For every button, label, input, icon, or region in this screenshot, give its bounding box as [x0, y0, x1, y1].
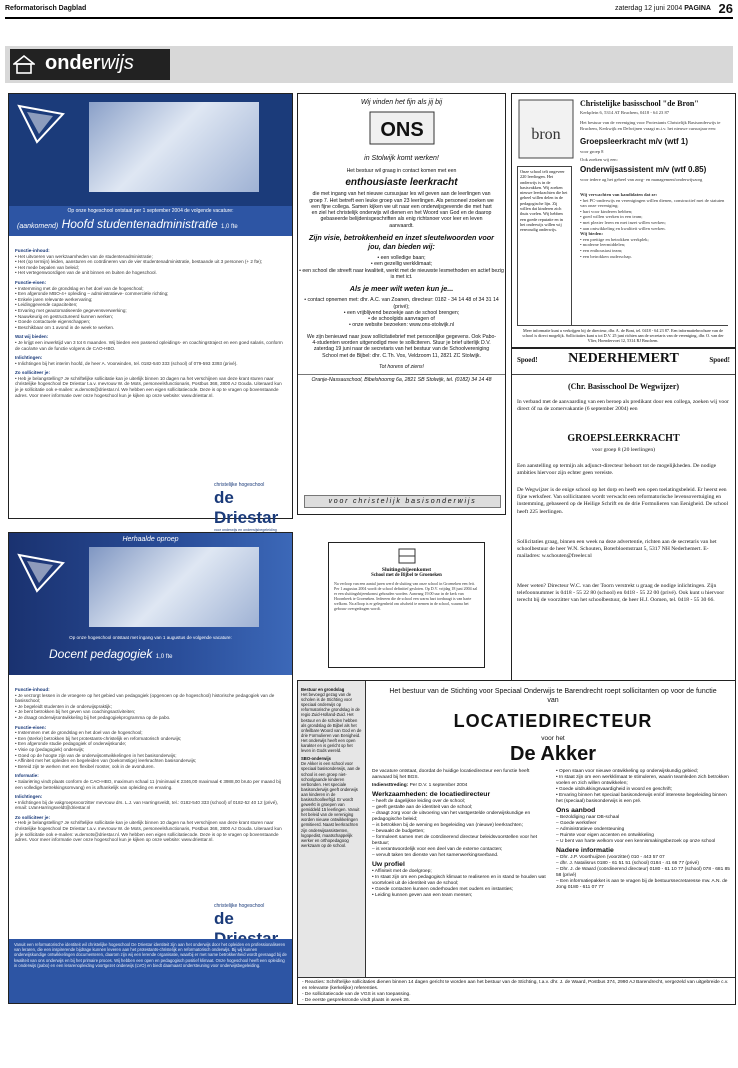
section-heading: Informatie:	[15, 773, 39, 779]
task-item: – is betrokken bij de werving en begeleiding van (nieuwe) leerkrachten;	[372, 823, 523, 828]
vacancy-text: De vacature ontstaat, doordat de huidige locatiedirecteur een functie heeft aanvaard bij het BGS.	[372, 769, 530, 780]
left-text: Het bevoegd gezag van de scholen is de Stichting voor speciaal onderwijs op reformatorische grondslag in de regio Zuid-Holland-Zuid. Het bestuur en de scholen hebben als grondslag de Bijbel als het onfeilbare Woord van God en de drie Formulieren van Eenigheid. Het onderwijs heeft een open karakter en is gericht op het leven in Gods wereld.	[301, 692, 362, 754]
driestar-logo: christelijke hogeschool de Driestar voor onderwijs en onderwijsbegeleiding	[214, 482, 279, 532]
task-item: – bewaakt de budgetten;	[372, 829, 425, 834]
task-item: – formuleert samen met de coördinerend directeur beleidsvoorstellen voor het bestuur;	[372, 835, 538, 846]
section-heading: Functie-eisen:	[15, 279, 47, 285]
profile-heading: Uw profiel	[372, 861, 405, 868]
contact-item: • contact opnemen met: dhr. A.C. van Zoanen, directeur: 0182 - 34 14 48 of 34 31 14 (privé);	[304, 297, 499, 310]
driestar-banner	[9, 94, 292, 206]
profile-item: • Goede uitdrukkingsvaardigheid in woord en geschrift;	[556, 787, 673, 792]
spoed-left: Spoed!	[517, 356, 538, 364]
paragraph-5: Meer weten? Directeur W.C. van der Toorn verstrekt u graag de nodige inlichtingen. Zijn telefoonnummer is 0418 - 55 22 80 (school) en 0418 - 55 22 00 (privé). Ook kunt u hiervoor terecht bij de voorzitter van het schoolbestuur, de heer H.J. Oomen, tel. 0418 - 55 30 66.	[517, 583, 725, 604]
nederhemert-ad	[511, 348, 736, 685]
headline: LOCATIEDIRECTEUR	[453, 711, 653, 731]
section-heading: Functie-inhoud:	[15, 687, 50, 692]
section-line: • Je verzorgt lessen in de vroegere op het gebied van pedagogiek (opgenoen op de hogeschool) historische pedagogiek van de basisschool;	[15, 692, 275, 704]
driestar-ad-top	[8, 93, 293, 532]
bottom-margin	[5, 1018, 733, 1028]
section-heading: Inlichtingen:	[15, 794, 43, 800]
section-line: • Je bent betrokken bij het geven van coachingsactiviteiten;	[15, 709, 136, 715]
akker-ad	[297, 680, 736, 1005]
closing-ceremony-ad	[328, 542, 485, 668]
requirement-item: • aan ontwikkeling en kwaliteit willen werken.	[580, 225, 666, 231]
section-heading: Zo solliciteer je:	[15, 370, 50, 376]
stolwijk-ad	[297, 93, 506, 515]
vacancy-title-bar	[9, 206, 292, 236]
driestar-logo-2: christelijke hogeschool de	[214, 903, 265, 928]
school-address: Oranje-Nassauschool, Bibelshoorng 6a, 2821 SB Stolwijk, tel. (0182) 34 14 48	[298, 374, 505, 383]
vacancy-title-2: Docent pedagogiek 1,0 fte	[49, 647, 173, 661]
section-line: • Inlichtingen bij het interim hoofd, de heer A. Voorwinden, tel. 0182-540 333 (school) of 079-593 3393 (privé).	[15, 360, 238, 366]
section-heading: Wat wij bieden:	[15, 334, 49, 340]
notice-subtitle: School met de Bijbel te Groeneken	[371, 573, 442, 578]
section-line: • Je begeleidt studenten in de onderwijspraktijk;	[15, 703, 112, 709]
left-heading: Bestuur en grondslag	[301, 687, 345, 692]
info-item: – Dhr. J. de Waard (coördinerend directeur) 0180 - 61 10 77 (school) 078 - 681 85 58 (privé)	[556, 867, 730, 878]
offer-item: – U bent van harte welkom voor een kennismakingsbezoek op onze school	[556, 839, 716, 844]
vacancy-title: (aankomend) Hoofd studentenadministratie 1,0 fte	[17, 217, 238, 231]
notice-body: Na verloop van een aantal jaren werd de sluiting van onze school in Groeneken een feit. Per 1 augustus 2004 wordt de school definitief gesloten. Op D.V. vrijdag 18 juni 2004 zal er een sluitingsbijeenkomst gehouden worden. Aanvang 19.00 uur in de kerk van Hoornbeek te Groeneken. Iedereen die de school een warm hart toedraagt is van harte welkom. Na afloop is er gelegenheid om afscheid te nemen in de school, waarna het gebouw overgedragen wordt.	[334, 581, 478, 611]
requirement-item: • hart voor kinderen hebben;	[580, 208, 633, 214]
vacancy-details	[15, 244, 285, 398]
school-building-icon	[13, 54, 35, 74]
page-number: 26	[718, 1, 733, 16]
title-bar	[512, 349, 735, 375]
job2-sub: voor iedere ag het geheel van zorg- en management/onderwijszorg	[580, 177, 703, 182]
vacancy-intro: Op onze hogeschool ontstaat per 1 september 2004 de volgende vacature:	[67, 208, 234, 214]
task-item: – is verantwoordelijk voor een deel van de externe contacten;	[372, 847, 503, 852]
offer-item: • een betrokken ouderschap.	[580, 253, 632, 259]
banner-photo	[89, 102, 259, 192]
section-line: • Instemming met de grondslag en het doel van de hogeschool;	[15, 285, 144, 291]
requirements: Wij verwachten van kandidaten dat ze: • het PC-onderwijs en verenigingen willen dienen, constructief met de statuten van onze vereniging; • hart voor kinderen hebben; • goed willen werken in een team; • met plezier leren en met inzet willen werken; • aan ontwikkeling en kwaliteit willen werken. Wij bieden: • een prettige en betrokken werkplek; • moderne leermiddelen; • een enthousiast team; • een betrokken ouderschap.	[580, 192, 728, 259]
profile-item: • Leiding kunnen geven aan een team mensen;	[372, 893, 473, 898]
left-heading: SBO-onderwijs	[301, 756, 332, 762]
issue-date: zaterdag 12 juni 2004 PAGINA	[614, 5, 711, 12]
offer-list	[556, 815, 732, 845]
contact-item: • de schoolgids aanvragen of	[368, 316, 435, 323]
job-sub: voor groep 8 (20 leerlingen)	[591, 447, 656, 453]
info-item: – Dhr. J.P. Voorthuijzen (voorzitter) 010 - 443 57 07	[556, 855, 665, 860]
offer-item: • een gezellig werkklimaat;	[370, 261, 433, 268]
paragraph-3: De Wegwijzer is de enige school op het dorp en heeft een open toelatingsbeleid. Er heerst een fijne werksfeer. Van sollicitanten wordt verwacht een reformatorische levensovertuiging en instemming, gebaseerd op de Heilige Schrift en de drie Formulieren van Eenigheid. De school heeft 225 leerlingen.	[517, 487, 729, 515]
job-title: GROEPSLEERKRACHT	[567, 433, 680, 444]
section-title: onderwijs	[45, 52, 134, 74]
section-heading: Functie-eisen:	[15, 724, 47, 730]
section-line: • Een (sterke) betrokken bij het protestants-christelijk en reformatorisch onderwijs;	[15, 735, 182, 741]
intro: Het bestuur van de Stichting voor Speciaal Onderwijs te Barendrecht roept sollicitanten op voor de functie van	[389, 688, 717, 704]
page-header	[5, 2, 733, 18]
school-name: De Akker	[510, 743, 596, 765]
repeat-call: Herhaalde oproep	[122, 536, 179, 543]
reactions-footer	[298, 977, 735, 1004]
section-heading: Functie-inhoud:	[15, 248, 50, 253]
section-line: • Leidinggevende capaciteiten;	[15, 302, 78, 308]
profile-item: • Goede contacten kunnen onderhouden met ouders en instanties;	[372, 887, 514, 892]
svg-text:bron: bron	[531, 126, 561, 143]
driestar-logo-icon-2	[17, 553, 65, 593]
section-line: • Salariëring vindt plaats conform de CAO-HBO, maximum schaal 11 (minimaal € 2346,00 maximaal € 3988,00 bruto per maand bij een volledige betrekkingsomvang) en is afhankelijk van opleiding en ervaring.	[15, 778, 281, 790]
school-name: Christelijke basisschool "de Bron"	[580, 99, 699, 108]
header-rule	[5, 17, 733, 19]
closing: Tot horens of ziens!	[378, 363, 425, 370]
profile-list-cont	[556, 769, 732, 805]
offer-item: • een volledige baan;	[377, 255, 426, 262]
tasks-heading: Werkzaamheden: de locatiedirecteur	[372, 791, 491, 798]
offers-list	[298, 255, 505, 280]
offer-item: – Bezoldiging naar DB-schaal	[556, 815, 620, 820]
info-item: – Een informatiepakket is aan te vragen bij de bestuurssecretaresse mw. A.N. de Jong 0180 - 611 07 77	[556, 879, 728, 890]
notice-title: Sluitingsbijeenkomst	[381, 567, 432, 573]
bron-logo-icon	[518, 99, 574, 159]
offer-item: • een school die streeft naar kwaliteit, werkt met de nieuwste lesmethoden en actief bezig is met ict.	[299, 267, 504, 280]
contact-footer: Meer informatie kunt u verkrijgen bij de directeur, dhr. A. de Bont, tel. 0418 - 64 23 87. Een informatiebrochure van de school is direct mogelijk. Sollicitaties kunt u tot D.V. 25 juni richten aan de secretaris van de vereniging, dhr. O. van der Vlier, Hoendervoet 12, 5314 RJ Bruchem.	[518, 325, 728, 343]
vacancy-details-2	[15, 683, 285, 843]
paragraph-1: In verband met de aanvaarding van een beroep als predikant door een collega, zoeken wij voor direct óf na de zomervakantie (6 september 2004) een	[517, 399, 729, 413]
footer-tagline: voor christelijk basisonderwijs	[304, 495, 501, 508]
task-item: – draagt zorg voor de uitvoering van het vastgestelde onderwijskundige en pedagogische beleid;	[372, 811, 531, 822]
school-name: (Chr. Basisschool De Wegwijzer)	[567, 382, 680, 391]
task-item: – heeft de dagelijkse leiding over de school;	[372, 799, 466, 804]
reaction-item: - De sollicitatiecode van de VGS is van toepassing.	[302, 992, 411, 997]
question: Zijn visie, betrokkenheid en inzet sleutelwoorden voor jou, dan bieden wij:	[309, 233, 494, 252]
ons-logo-icon	[352, 108, 452, 150]
contact-item: • onze website bezoeken: www.ons-stolwijk.nl	[348, 322, 455, 329]
section-line: • Het (op termijn) leiden, aansturen en coördineren van de vier studentenadministratie, bestaande uit 3 personen (+ 2 fte);	[15, 259, 263, 265]
profile-list	[372, 869, 550, 899]
info-list	[556, 855, 732, 891]
board-info-column	[298, 681, 366, 977]
section-line: • Goede contactuele eigenschappen;	[15, 319, 91, 325]
headline: enthousiaste leerkracht	[345, 177, 458, 189]
requirement-item: • met plezier leren en met inzet willen werken;	[580, 219, 666, 225]
paragraph-4: Sollicitaties graag, binnen een week na deze advertentie, richten aan de secretaris van het schoolbestuur de heer W.N. Schouten, Boterbloemstraat 5, 5317 NH Nederhemert. E-mailadres: w.schouten@freeler.nl	[517, 539, 717, 560]
section-line: • Beschikbaar om 1 avond in de week te werken.	[15, 324, 115, 330]
profile-item: • Open staan voor nieuwe ontwikkeling op onderwijskundig gebied;	[556, 769, 698, 774]
debron-ad	[511, 93, 736, 348]
slogan: Wij vinden het fijn als jij bij	[360, 99, 443, 106]
info-heading: Nadere informatie	[556, 847, 614, 854]
section-line: • Een afgeronde MBO-4+ opleiding – administratieve- commerciële richting;	[15, 291, 169, 297]
driestar-logo-icon	[17, 104, 65, 144]
more-info-heading: Als je meer wilt weten kun je...	[349, 284, 454, 294]
svg-text:ONS: ONS	[379, 119, 424, 141]
job1-note: Ook zoeken wij een:	[580, 157, 618, 162]
requirement-item: • goed willen werken in een team;	[580, 214, 643, 220]
for-label: voor het	[541, 735, 565, 742]
info-item: – dhr. J. Natalisrus 0180 - 61 51 51 (school) 0184 - 41 66 77 (privé)	[556, 861, 699, 866]
task-item: – vervult taken ten dienste van het samenwerkingsverband.	[372, 853, 499, 858]
job-title-1: Groepsleerkracht m/v (wtf 1)	[580, 137, 689, 146]
driestar-ad-bottom	[8, 532, 293, 1004]
location-line: in Stolwijk komt werken!	[364, 155, 439, 162]
job-title-2: Onderwijsassistent m/v (wtf 0.85)	[580, 165, 707, 174]
school-address: Kerkplein 6, 5314 AT Bruchem, 0418 - 64 23 87	[580, 110, 670, 115]
requirement-item: • het PC-onderwijs en verenigingen willen dienen, constructief met de statuten van onze vereniging;	[580, 197, 725, 209]
section-heading: Inlichtingen:	[15, 355, 43, 361]
section-line: • Je krijgt een inwerktijd van 3 tot 6 maanden. Wij bieden een passend opleidings- en coachingstraject en een goed salaris, conform de cao/arte van de functie volgens de CAO-HBO.	[15, 339, 283, 351]
profile-item: • Affiniteit met de doelgroep;	[372, 869, 432, 874]
banner-photo-2	[89, 547, 259, 627]
village-name: NEDERHEMERT	[568, 351, 679, 366]
tasks-list	[372, 799, 550, 859]
offer-item: – Goede werksfeer	[556, 821, 597, 826]
right-column	[556, 769, 732, 891]
body: die met ingang van het nieuwe cursusjaar les wil geven aan de leerlingen van groep 7. Het betreft een leuke groep van 23 leerlingen. Als personeel zoeken we een fijne collega. Samen kijken we uit naar een onderwijsgevende die met hart en ziel het christelijk onderwijs wil dienen en het Woord van God en de daarop gebaseerde belijdenisgeschriften als enig richtsnoer voor leer en leven aanvaardt.	[309, 191, 494, 229]
offer-item: – Administratieve ondersteuning	[556, 827, 625, 832]
profile-item: • Ervaring binnen het speciaal basisonderwijs en/of interesse begeleiding binnen het (speciaal) basisonderwijs is een pré.	[556, 793, 727, 804]
vacancy-intro-2: Op onze hogeschool ontstaat met ingang van 1 augustus de volgende vacature:	[69, 635, 232, 640]
section-line: • Heb je belangstelling? Je schriftelijke sollicitatie kan je uiterlijk binnen 10 dagen na het verschijnen van deze krant sturen naar christelijke hogeschool De Driestar t.a.v. mevrouw W. de Mots, personeelsfunctionaris, Postbus 368, 2800 AJ Gouda. Uiteraard kun je je sollicitatie ook e-mailen: w.demots@driestar.nl. We hebben een eigen sollicitatiecode. Deze is op te vragen op bovenstaande adres. Voor meer informatie over onze hogeschool kun je kijken op onze website: www.driestar.nl.	[15, 820, 282, 843]
offer-item: • een enthousiast team;	[580, 247, 623, 253]
offer-item: – Ruimte voor eigen accenten en ontwikkeling	[556, 833, 654, 838]
reaction-item: - Reacties: Schriftelijke sollicitaties dienen binnen 14 dagen gericht te worden aan het bestuur van de Stichting, t.a.v. dhr. J. de Waard, Postbus 374, 2990 AJ Barendrecht, vergezeld van uitgebreide c.v. en relevante (kerkelijke) referenties.	[302, 980, 729, 991]
intro: Het bestuur wil graag in contact komen met een	[346, 168, 457, 174]
section-line: • Ervaring met geautomatiseerde gegevensverwerking;	[15, 307, 127, 313]
section-line: • Goed op de hoogte zijn van de onderwijsontwikkelingen in het basisonderwijs;	[15, 752, 177, 758]
paragraph-2: Een aanstelling op termijn als adjunct-directeur behoort tot de mogelijkheden. De nodige ambities hiervoor zijn echter geen vereiste.	[517, 463, 717, 477]
contact-item: • een vrijblijvend bezoekje aan de school brengen;	[343, 309, 460, 316]
section-line: • Een afgeronde studie pedagogiek of onderwijskunde;	[15, 741, 127, 747]
spoed-right: Spoed!	[709, 356, 730, 364]
section-line: • Affiniteit met het opleiden en begeleiden van (toekomstige) leerkrachten basisonderwijs;	[15, 758, 197, 764]
school-emblem-icon	[397, 547, 417, 565]
school-description: Onze school telt ongeveer 220 leerlingen. Het onderwijs is in de basisvakken. Wij zoeken nieuwe leerkrachten die het geheel willen delen in de pedagogische lijn. Zij willen dat kinderen zich thuis voelen. Wij hebben een goede reputatie en in het onderwijs willen wij eenvoudig onderwijs.	[517, 166, 572, 326]
outro: We zijn benieuwd naar jouw sollicitatiebrief met persoonlijke gegevens. Ook Pabo-4-studenten worden uitgenodigd mee te solliciteren. Stuur je brief uiterlijk D.V. zaterdag 19 juni naar de secretaris van het bestuur van de Schoolvereniging School met de Bijbel: dhr. C.Th. Vos, Veldzoom 11, 2821 ZC Stolwijk.	[306, 333, 497, 359]
section-heading: Zo solliciteer je:	[15, 814, 50, 820]
section-line: • Heb je belangstelling? Je schriftelijke sollicitatie kan je uiterlijk binnen 10 dagen na het verschijnen van deze krant sturen naar christelijke hogeschool De Driestar t.a.v. mevrouw W. de Mots, personeelsfunctionaris, Postbus 368, 2800 AJ Gouda. Uiteraard kun je je sollicitatie ook e-mailen: w.demots@driestar.nl. We hebben een eigen sollicitatiecode. Deze is op te vragen op bovenstaande adres. Voor meer informatie over onze hogeschool kun je kijken op onze website: www.driestar.nl.	[15, 375, 282, 398]
job1-sub: voor groep 8	[580, 149, 604, 154]
identity-footer: Vanuit een reformatorische identiteit wil christelijke hogeschool De Driestar identiteit zijn aan het onderwijs door het opleiden en professionaliseren van leraren, die een inspirerende bijdrage kunnen leveren aan het protestants-christelijk en reformatorisch onderwijs. Bij wij kunnen onderwijskundige ontwikkelingen documenteren, daarom zijn wij een lerende organisatie, waarbij er met name betrokkenheid wordt gevraagd bij de kwaliteit van ons onderwijs en bij het primaire proces. Wij hebben een open en pedagogisch positief klimaat. Onze hogeschool heeft een opleiding in onderwijs (pabo) en een lerarenopleiding voortgezet onderwijs (LVO) en biedt daarnaast ondersteuning voor onderwijsbegeleiding.	[9, 939, 292, 1003]
task-item: – geeft gestalte aan de identiteit van de school;	[372, 805, 473, 810]
left-text: De Akker is een school voor speciaal basisonderwijs, aan de school is een groep niet-schoolgaande kinderen verbonden. Het speciale basisonderwijs geeft onderwijs aan kinderen in de basisschoolleeftijd. Er wordt gewerkt in groepen van gemiddeld 15 leerlingen. Vanuit het beleid van de vereniging worden nieuwe ontwikkelingen geïnitieerd. Naast leerkrachten zijn onderwijsassistenten, logopedist, maatschappelijk werker en orthopedagoog werkzaam op de school.	[301, 761, 361, 848]
offer-item: • een prettige en betrokken werkplek;	[580, 236, 649, 242]
contact-list	[298, 297, 505, 328]
section-line: • Visie op (pedagogiek) onderwijs;	[15, 746, 85, 752]
section-line: • Het vertegenwoordigen van de unit binnen en buiten de hogeschool.	[15, 270, 157, 276]
profile-item: • In staat zijn om een werkklimaat te stimuleren, waarin teamleden zich betrokken voelen en zich willen ontwikkelen;	[556, 775, 729, 786]
section-line: • Het mede bepalen van beleid;	[15, 264, 79, 270]
section-line: • Het uitvoeren van werkzaamheden van de studentenadministratie;	[15, 253, 153, 259]
section-line: • Bereid zijn te werken met een flexibel rooster, ook in de avonduren.	[15, 763, 155, 769]
reaction-item: - De eerste gespreksronde vindt plaats in week 26.	[302, 998, 410, 1003]
newspaper-name: Reformatorisch Dagblad	[5, 5, 87, 12]
offer-heading: Ons aanbod	[556, 807, 596, 814]
left-column: De vacature ontstaat, doordat de huidige locatiedirecteur een functie heeft aanvaard bij het BGS. Indiensttreding: Per D.V. 1 september 2004 Werkzaamheden: de locatiedirecteur – heeft de dagelijkse leiding over de school; – geeft gestalte aan de identiteit van de school; – draagt zorg voor de uitvoering van het vastgestelde onderwijskundige en pedagogische beleid; – is betrokken bij de werving en begeleiding van (nieuwe) leerkrachten; – bewaakt de budgetten; – formuleert samen met de coördinerend directeur beleidsvoorstellen voor het bestuur; – is verantwoordelijk voor een deel van de externe contacten; – vervult taken ten dienste van het samenwerkingsverband. Uw profiel • Affiniteit met de doelgroep; • In staat zijn om een pedagogisch klimaat te realiseren en in stand te houden wat voortvloeit uit de identiteit van de school; • Goede contacten kunnen onderhouden met ouders en instanties; • Leiding kunnen geven aan een team mensen;	[372, 769, 550, 899]
section-line: • Inlichtingen bij de vakgroepsvoorzitter mevrouw drs. L.J. van Harringsveldt, tel.: 0182-540 333 (school) of 0182-52 40 12 (privé), email: LVanHarringsveldt@driestar.nl	[15, 799, 279, 811]
section-line: • Enkele jaren relevante werkervaring;	[15, 296, 93, 302]
intro: Het bestuur van de vereniging voor Protestants Christelijk Basisonderwijs te Bruchem, Kerkwijk en Delwijnen vraagt m.i.v. het nieuwe cursusjaar een:	[580, 120, 721, 131]
profile-item: • In staat zijn om een pedagogisch klimaat te realiseren en in stand te houden wat voortvloeit uit de identiteit van de school;	[372, 875, 546, 886]
section-line: • Nauwkeurig en gestructureerd kunnen werken;	[15, 313, 114, 319]
driestar-banner-2	[9, 533, 292, 675]
section-line: • Instemmen met de grondslag en het doel van de hogeschool;	[15, 730, 143, 736]
section-line: • Je draagt onderwijsontwikkeling bij het pedagogiekprogramma op de pabo.	[15, 714, 171, 720]
offer-item: • moderne leermiddelen;	[580, 242, 626, 248]
